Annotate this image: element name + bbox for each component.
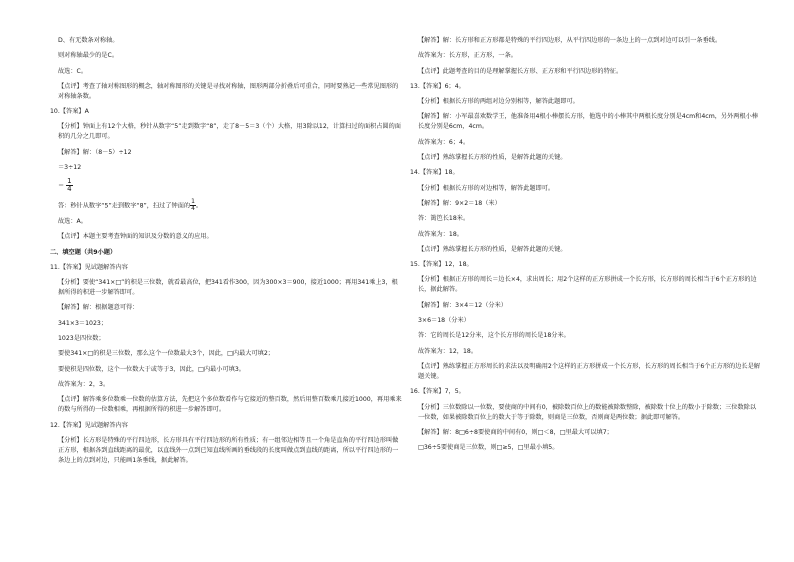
period: 。 [195,202,203,210]
final-answer-15: 故答案为：12，18。 [418,347,478,355]
choice: 故选：C。 [58,67,88,75]
answer-text: 答：秒针从数字“5”走到数字“8”，扫过了钟面的 [58,202,191,210]
solution-14: 【解答】解：9×2＝18（米） [418,199,501,207]
solution-11: 【解答】解：根据题意可得： [58,304,139,312]
comment-12: 【点评】此题考查的目的是理解掌握长方形、正方形和平行四边形的特征。 [418,67,623,75]
comment-15: 【点评】熟练掌握正方形周长的求法以及明确用2个这样的正方形拼成一个长方形，长方形的周长相当于6个正方形的边长是解题关键。 [418,362,760,380]
analysis-11: 【分析】要使“341×□”的积是三位数，就看最高位，把341看作300，因为300×3＝900，接近1000；再用341乘上3，根据所得的积进一步解答即可。 [58,279,398,297]
answer-10: 10.【答案】A [50,108,89,116]
solution-11-calc: 341×3＝1023； [58,319,108,327]
option-d: D、有无数条对称轴。 [58,37,119,44]
final-answer-11: 故答案为：2，3。 [58,380,110,388]
analysis-12: 【分析】长方形是特殊的平行四边形，长方形具有平行四边形的所有性质；有一组邻边相等且一个角是直角的平行四边形叫做正方形，根据各到直线距离的最优，以直线外一点到已知直线所画的垂线段的长度叫做点到直线的距离，所以平行四边形的一条边上的点到对边，只能画1条垂线，据此解答。 [58,436,399,464]
analysis-15: 【分析】根据正方形的周长＝边长×4，求出周长；用2个这样的正方形拼成一个长方形，长方形的周长相当于6个正方形的边长，据此解答。 [418,276,757,294]
solution-10: 【解答】解：（8－5）÷12 [58,148,132,156]
answer-statement-14: 答：篱笆长18米。 [418,215,470,223]
solution-12: 【解答】解：长方形和正方形都是特殊的平行四边形，从平行四边形的一条边上的一点到对边可以引一条垂线。 [418,37,722,44]
analysis-13: 【分析】根据长方形的两组对边分别相等，解答此题即可。 [418,98,579,106]
answer-14: 14.【答案】18。 [410,169,459,177]
solution-16: 【解答】解：8□6÷8要使商的中间有0，则□＜8，□里最大可以填7； [418,428,613,436]
left-column [50,36,402,471]
solution-11-note: 1023是四位数； [58,335,105,343]
comment-13: 【点评】熟练掌握长方形的性质，是解答此题的关键。 [418,154,567,162]
answer-statement-15: 答：它的周长是12分米，这个长方形的周长是18分米。 [418,332,570,340]
answer-statement-10 [50,199,402,212]
solution-15: 【解答】解：3×4＝12（分米） [418,301,507,309]
section-heading: 二、填空题（共9小题） [50,248,117,256]
equals-sign: ＝ [58,182,65,190]
final-answer-14: 故答案为：18。 [418,230,463,238]
analysis-10: 【分析】钟面上有12个大格，秒针从数字“5”走到数字“8”，走了8－5＝3（个）大格，用3除以12，计算扫过的面积占圆的面积的几分之几即可。 [58,123,401,141]
solution-15-step: 3×6＝18（分米） [418,317,470,325]
right-column [410,36,762,458]
solution-10-step: ＝3÷12 [58,164,82,172]
analysis-16: 【分析】三位数除以一位数，要使商的中间有0，被除数百位上的数能被除数整除，被除数十位上的数小于除数；三位数除以一位数，如果被除数百位上的数大于等于除数，则商是三位数，否则商是两位数；据此即可解答。 [418,403,757,421]
fraction-numerator: 1 [191,197,195,205]
solution-16-step: □36÷5要使商是三位数，则□≥5，□里最小填5。 [418,444,559,452]
fraction-numerator: 1 [67,177,72,186]
fraction-one-quarter [66,178,72,193]
solution-11-min: 要使积是四位数，这个一位数大于或等于3，因此，□内最小可填3。 [58,365,245,373]
comment-11: 【点评】解答乘多位数乘一位数的估算方法，先把这个多位数看作与它接近的整百数，然后用整百数乘几接近1000，再用乘来的数与所得的一位数相乘，再根据所得的积进一步解答即可。 [58,396,402,414]
choice-10: 故选：A。 [58,217,87,225]
conclusion: 则对称轴最少的是C。 [58,52,119,60]
answer-16: 16.【答案】7，5。 [410,388,465,396]
answer-11: 11.【答案】见试题解答内容 [50,263,128,271]
final-answer-12: 故答案为：长方形，正方形，一条。 [418,52,517,60]
comment-9: 【点评】考查了轴对称图形的概念，轴对称图形的关键是寻找对称轴，图形两部分折叠后可重合，同时要熟记一些常见图形的对称轴条数。 [58,82,399,100]
answer-15: 15.【答案】12，18。 [410,261,473,269]
analysis-14: 【分析】根据长方形的对边相等，解答此题即可。 [418,184,555,192]
fraction-denominator: 4 [191,204,195,212]
solution-13: 【解答】解：小军最喜欢数学王，他准备用4根小棒摆长方形，他选中的小棒其中两根长度分别是4cm和4cm，另外两根小棒长度分别是6cm，4cm。 [418,113,759,131]
solution-11-max: 要使341×□的积是三位数，那么这个一位数最大3个，因此，□内最大可填2； [58,350,274,358]
solution-10-result [50,178,402,193]
final-answer-13: 故答案为：6；4。 [418,138,470,146]
fraction-denominator: 4 [67,185,72,194]
comment-14: 【点评】熟练掌握长方形的性质，是解答此题的关键。 [418,245,567,253]
answer-13: 13.【答案】6；4。 [410,82,465,90]
answer-12: 12.【答案】见试题解答内容 [50,421,128,429]
comment-10: 【点评】本题主要考查钟面的知识及分数的意义的应用。 [58,233,213,241]
